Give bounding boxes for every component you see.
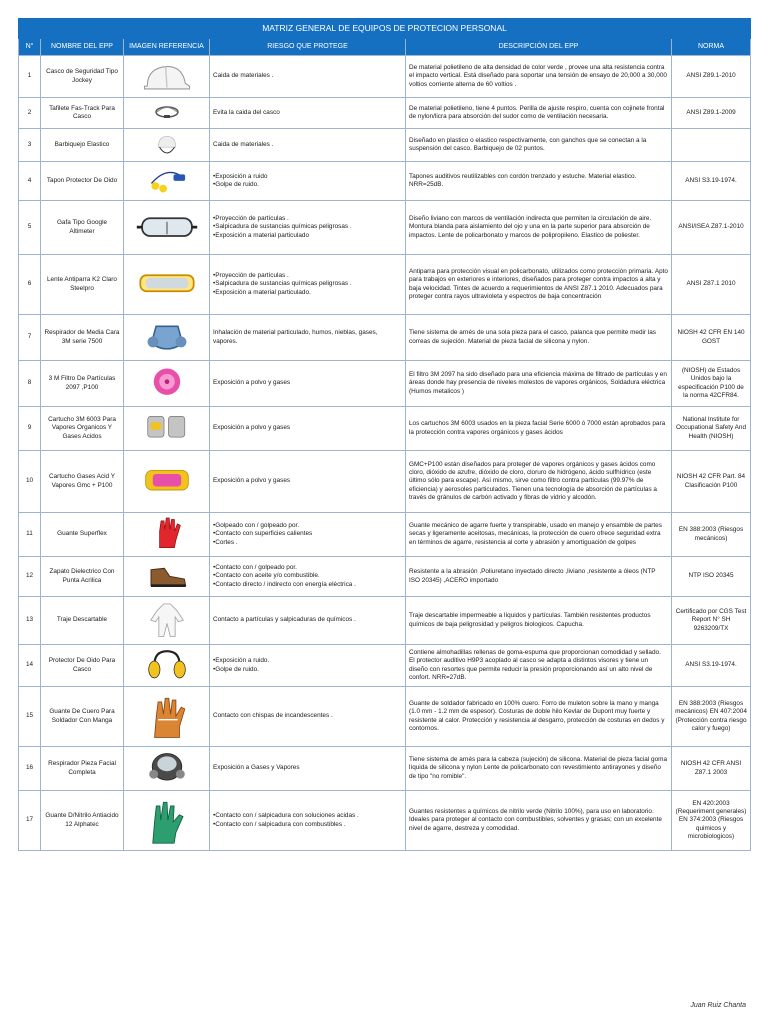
risk-item: •Exposición a material particulado — [213, 231, 310, 239]
epp-norm: EN 388:2003 (Riesgos mecánicos) — [672, 513, 751, 557]
epp-image — [124, 201, 210, 255]
safety-glasses-icon — [129, 261, 205, 309]
header-image: IMAGEN REFERENCIA — [124, 39, 210, 56]
title-row — [19, 19, 751, 39]
risk-item: •Exposición a ruido — [213, 172, 268, 180]
epp-name: Cartucho 3M 6003 Para Vapores Organicos Y Gases Acidos — [41, 407, 124, 451]
table-row — [19, 557, 751, 597]
epp-name: Zapato Dielectrico Con Punta Acrilica — [41, 557, 124, 597]
risk-item: •Golpe de ruido. — [213, 665, 259, 673]
epp-description: El filtro 3M 2097 ha sido diseñado para una eficiencia máxima de filtrado de partículas y en áreas donde hay presencia de niveles molestos de vapores orgánicos, Soldadura eléctrica (Humos metalicos ) — [406, 361, 672, 407]
row-number: 3 — [19, 129, 41, 162]
epp-norm: EN 388:2003 (Riesgos mecánicos) EN 407:2004 (Protección contra riesgo calor y fuego) — [672, 687, 751, 747]
epp-norm: NIOSH 42 CFR ANSI Z87.1 2003 — [672, 747, 751, 791]
risk-item: •Contacto directo / indirecto con energía eléctrica . — [213, 580, 356, 588]
ppe-table — [18, 18, 751, 851]
epp-description: Resistente a la abrasión ,Poliuretano inyectado directo ,liviano ,resistente a óleos (NTP ISO 20345) ,ACERO importado — [406, 557, 672, 597]
gas-cartridge-icon — [129, 458, 205, 506]
risk-item: •Contacto con superficies calientes — [213, 530, 313, 538]
epp-name: Barbiquejo Elastico — [41, 129, 124, 162]
risk-item: •Proyección de partículas . — [213, 215, 289, 222]
header-description: DESCRIPCIÓN DEL EPP — [406, 39, 672, 56]
epp-image — [124, 791, 210, 851]
risk-item: Exposición a polvo y gases — [213, 379, 291, 387]
epp-description: Tiene sistema de arnés para la cabeza (sujeción) de silicona. Material de pieza facial goma líquida de silicona y nylon Lente de policarbonato con revestimiento antirayones y diseño de tipo "no romible". — [406, 747, 672, 791]
risk-list — [210, 255, 406, 315]
row-number: 7 — [19, 315, 41, 361]
epp-name: Cartucho Gases Acid Y Vapores Gmc + P100 — [41, 451, 124, 513]
table-row — [19, 645, 751, 687]
row-number: 8 — [19, 361, 41, 407]
epp-name: 3 M Filtro De Partículas 2097 ,P100 — [41, 361, 124, 407]
risk-item: Inhalación de material particulado, humos, nieblas, gases, vapores. — [213, 329, 378, 345]
epp-norm: NTP ISO 20345 — [672, 557, 751, 597]
epp-image — [124, 557, 210, 597]
epp-image — [124, 315, 210, 361]
row-number: 1 — [19, 56, 41, 98]
epp-description: Tapones auditivos reutilizables con cordón trenzado y estuche. Material elastico. NRR=25dB. — [406, 162, 672, 201]
cartridge-icon — [129, 409, 205, 449]
epp-norm: Certificado por CGS Test Report N° SH 9263209/TX — [672, 597, 751, 645]
table-row — [19, 162, 751, 201]
chin-strap-icon — [129, 131, 205, 160]
risk-item: Exposición a polvo y gases — [213, 477, 291, 485]
epp-image — [124, 56, 210, 98]
epp-image — [124, 451, 210, 513]
row-number: 13 — [19, 597, 41, 645]
ppe-matrix — [18, 18, 750, 851]
risk-item: Contacto a partículas y salpicaduras de químicos . — [213, 616, 356, 624]
epp-name: Respirador de Media Cara 3M serie 7500 — [41, 315, 124, 361]
risk-item: •Cortes . — [213, 538, 238, 546]
epp-image — [124, 645, 210, 687]
epp-norm — [672, 129, 751, 162]
epp-norm: EN 420:2003 (Requeriment generales) EN 374:2003 (Riesgos quimicos y microbiologicos) — [672, 791, 751, 851]
row-number: 4 — [19, 162, 41, 201]
row-number: 16 — [19, 747, 41, 791]
epp-image — [124, 129, 210, 162]
risk-list — [210, 98, 406, 129]
epp-norm: NIOSH 42 CFR EN 140 GOST — [672, 315, 751, 361]
epp-name: Traje Descartable — [41, 597, 124, 645]
epp-name: Casco de Seguridad Tipo Jockey — [41, 56, 124, 98]
goggle-icon — [129, 204, 205, 252]
risk-item: Exposición a Gases y Vapores — [213, 764, 300, 772]
epp-norm: (NIOSH) de Estados Unidos bajo la especificación P100 de la norma 42CFR84. — [672, 361, 751, 407]
suspension-icon — [129, 100, 205, 127]
risk-list — [210, 597, 406, 645]
risk-list — [210, 361, 406, 407]
risk-item: •Exposición a ruido. — [213, 657, 270, 665]
epp-norm: ANSI S3.19-1974. — [672, 162, 751, 201]
risk-item: Evita la caida del casco — [213, 108, 280, 116]
epp-image — [124, 361, 210, 407]
row-number: 12 — [19, 557, 41, 597]
risk-item: •Exposición a material particulado. — [213, 288, 311, 296]
risk-list — [210, 747, 406, 791]
risk-item: •Proyección de partículas . — [213, 272, 289, 279]
epp-description: Diseñado en plastico o elastico respectivamente, con ganchos que se conectan a la suspensión del casco. Barbiquejo de 02 puntos. — [406, 129, 672, 162]
epp-name: Tapon Protector De Oido — [41, 162, 124, 201]
epp-description: Tiene sistema de arnés de una sola pieza para el casco, palanca que permite medir las correas de sujeción. Material de pieza facial de silicona y nylon. — [406, 315, 672, 361]
epp-name: Guante Superflex — [41, 513, 124, 557]
epp-image — [124, 747, 210, 791]
risk-list — [210, 791, 406, 851]
table-row — [19, 315, 751, 361]
risk-item: •Salpicadura de sustancias químicas peligrosas . — [213, 280, 352, 288]
risk-item: •Golpeado con / golpeado por. — [213, 522, 300, 529]
epp-norm: ANSI S3.19-1974. — [672, 645, 751, 687]
risk-list — [210, 407, 406, 451]
page-title: MATRIZ GENERAL DE EQUIPOS DE PROTECION PERSONAL — [19, 19, 751, 39]
table-row — [19, 451, 751, 513]
epp-name: Guante De Cuero Para Soldador Con Manga — [41, 687, 124, 747]
risk-item: Contacto con chispas de incandescentes . — [213, 712, 333, 720]
signature: Juan Ruiz Chanta — [690, 1002, 746, 1009]
row-number: 2 — [19, 98, 41, 129]
epp-image — [124, 407, 210, 451]
table-row — [19, 747, 751, 791]
risk-list — [210, 315, 406, 361]
epp-image — [124, 687, 210, 747]
epp-description: Antiparra para protección visual en policarbonato, utilizados como protección primaria. Apto para trabajos en exteriores e interiores, diseñados para proteger contra impactos a alta y baja velocidad. Tintes de acuerdo a requerimientos de ANSI Z87.1 2010. Adecuados para proteger contra rayos ultravioleta y espectros de baja concentración — [406, 255, 672, 315]
earplug-icon — [129, 164, 205, 199]
risk-item: •Contacto con aceite y/o combustible. — [213, 572, 320, 580]
risk-list — [210, 56, 406, 98]
epp-image — [124, 513, 210, 557]
table-row — [19, 407, 751, 451]
row-number: 5 — [19, 201, 41, 255]
epp-norm: ANSI Z87.1 2010 — [672, 255, 751, 315]
row-number: 9 — [19, 407, 41, 451]
epp-description: Guante mecánico de agarre fuerte y transpirable, usado en manejo y ensamble de partes secas y ligeramente aceitosas, mecánicas, la protección de cuero ofrece seguridad extra en términos de agarre, resistencia al corte y abrasión y amortiguación de golpes — [406, 513, 672, 557]
boot-icon — [129, 559, 205, 595]
header-number: N° — [19, 39, 41, 56]
risk-item: •Salpicadura de sustancias químicas peligrosas . — [213, 223, 352, 231]
risk-list — [210, 513, 406, 557]
epp-norm: National Institute for Occupational Safety And Health (NIOSH) — [672, 407, 751, 451]
risk-list — [210, 129, 406, 162]
risk-list — [210, 645, 406, 687]
header-name: NOMBRE DEL EPP — [41, 39, 124, 56]
table-row — [19, 98, 751, 129]
table-row — [19, 791, 751, 851]
earmuff-icon — [129, 647, 205, 685]
epp-norm: ANSI Z89.1-2010 — [672, 56, 751, 98]
risk-item: Caida de materiales . — [213, 140, 274, 148]
epp-image — [124, 597, 210, 645]
row-number: 14 — [19, 645, 41, 687]
risk-item: •Contacto con / salpicadura con combustibles . — [213, 820, 346, 828]
epp-image — [124, 255, 210, 315]
risk-item: •Contacto con / salpicadura con soluciones acidas . — [213, 812, 359, 820]
header-row — [19, 39, 751, 56]
risk-item: •Contacto con / golpeado por. — [213, 564, 297, 571]
risk-item: Caida de materiales . — [213, 72, 274, 80]
full-face-mask-icon — [129, 749, 205, 789]
table-row — [19, 129, 751, 162]
epp-norm: ANSI/ISEA Z87.1-2010 — [672, 201, 751, 255]
risk-list — [210, 451, 406, 513]
epp-name: Respirador Pieza Facial Completa — [41, 747, 124, 791]
epp-name: Lente Antiparra K2 Claro Steelpro — [41, 255, 124, 315]
epp-description: Traje descartable impermeable a líquidos y partículas. También resistentes productos químicos de baja peligrosidad y peligros biologicos. Capucha. — [406, 597, 672, 645]
epp-norm: NIOSH 42 CFR Part. 84 Clasificación P100 — [672, 451, 751, 513]
table-row — [19, 56, 751, 98]
header-risk: RIESGO QUE PROTEGE — [210, 39, 406, 56]
epp-description: Diseño liviano con marcos de ventilación indirecta que permiten la circulación de aire. Montura blanda para aislamiento del ojo y una en la parte superior para absorción de impactos. Lente de policarbonato y marcos de polipropileno. Elastico de poliester. — [406, 201, 672, 255]
epp-description: Los cartuchos 3M 6003 usados en la pieza facial Serie 6000 ó 7000 están aprobados para la protección contra vapores orgánicos y gases ácidos — [406, 407, 672, 451]
risk-list — [210, 557, 406, 597]
row-number: 11 — [19, 513, 41, 557]
epp-description: Guante de soldador fabricado en 100% cuero. Forro de muleton sobre la mano y manga (1.0 mm - 1.2 mm de espesor). Costuras de doble hilo Kevlar de Dupont muy fuerte y resistente al calor. Protección y resistencia al desgarro, protección de costuras en dedos y contornos. — [406, 687, 672, 747]
epp-description: Guantes resistentes a químicos de nitrilo verde (Nitrilo 100%), para uso en laboratorio. Ideales para proteger al contacto con combustibles, solventes y grasas; con un excelente nivel de agarre, destreza y comodidad. — [406, 791, 672, 851]
table-row — [19, 687, 751, 747]
epp-name: Tafilete Fas-Track Para Casco — [41, 98, 124, 129]
epp-name: Gafa Tipo Google Altimeter — [41, 201, 124, 255]
epp-image — [124, 162, 210, 201]
glove-icon — [129, 515, 205, 555]
table-row — [19, 597, 751, 645]
risk-list — [210, 687, 406, 747]
epp-description: GMC+P100 están diseñados para proteger de vapores orgánicos y gases ácidos como cloro, dióxido de azufre, dióxido de cloro, cloruro de hidrógeno, ácido sulfhídrico (este último sólo para escape). Así mismo, sirve como filtro contra partículas (99.97% de eficiencia) y aerosoles particulados. Tienen una tecnología de absorción de partículas a través de gránulos de carbón activado y fibras de vidrio y alcodón. — [406, 451, 672, 513]
coverall-icon — [129, 599, 205, 643]
half-mask-icon — [129, 317, 205, 359]
epp-name: Guante D/Nitrilo Antiacido 12 Alphatec — [41, 791, 124, 851]
welding-glove-icon — [129, 693, 205, 741]
table-row — [19, 255, 751, 315]
risk-item: •Golpe de ruido. — [213, 181, 259, 188]
particle-filter-icon — [129, 363, 205, 405]
row-number: 17 — [19, 791, 41, 851]
row-number: 10 — [19, 451, 41, 513]
epp-norm: ANSI Z89.1-2009 — [672, 98, 751, 129]
epp-description: De material polietileno de alta densidad de color verde , provee una alta resistencia contra el impacto vertical. Está diseñado para soportar una tensión de ensayo de 20,000 a 30,000 voltios corriente alterna de 60 voltios . — [406, 56, 672, 98]
table-row — [19, 513, 751, 557]
helmet-icon — [129, 58, 205, 96]
risk-item: Exposición a polvo y gases — [213, 424, 291, 432]
nitrile-glove-icon — [129, 797, 205, 845]
row-number: 15 — [19, 687, 41, 747]
epp-description: De material polietileno, tiene 4 puntos. Perilla de ajuste respiro, cuenta con cojinete frontal de nylon/licra para absorción del sudor como de ventilación necesaria. — [406, 98, 672, 129]
table-row — [19, 201, 751, 255]
table-row — [19, 361, 751, 407]
row-number: 6 — [19, 255, 41, 315]
risk-list — [210, 201, 406, 255]
epp-description: Contiene almohadillas rellenas de goma-espuma que proporcionan comodidad y sellado. El protector auditivo H9P3 acoplado al casco se adapta a distintos visores y tiene un diseño con resortes que permite reducir la presión proporcionando así un alto nivel de confort. NRR=27dB. — [406, 645, 672, 687]
epp-image — [124, 98, 210, 129]
header-norm: NORMA — [672, 39, 751, 56]
risk-list — [210, 162, 406, 201]
epp-name: Protector De Oido Para Casco — [41, 645, 124, 687]
